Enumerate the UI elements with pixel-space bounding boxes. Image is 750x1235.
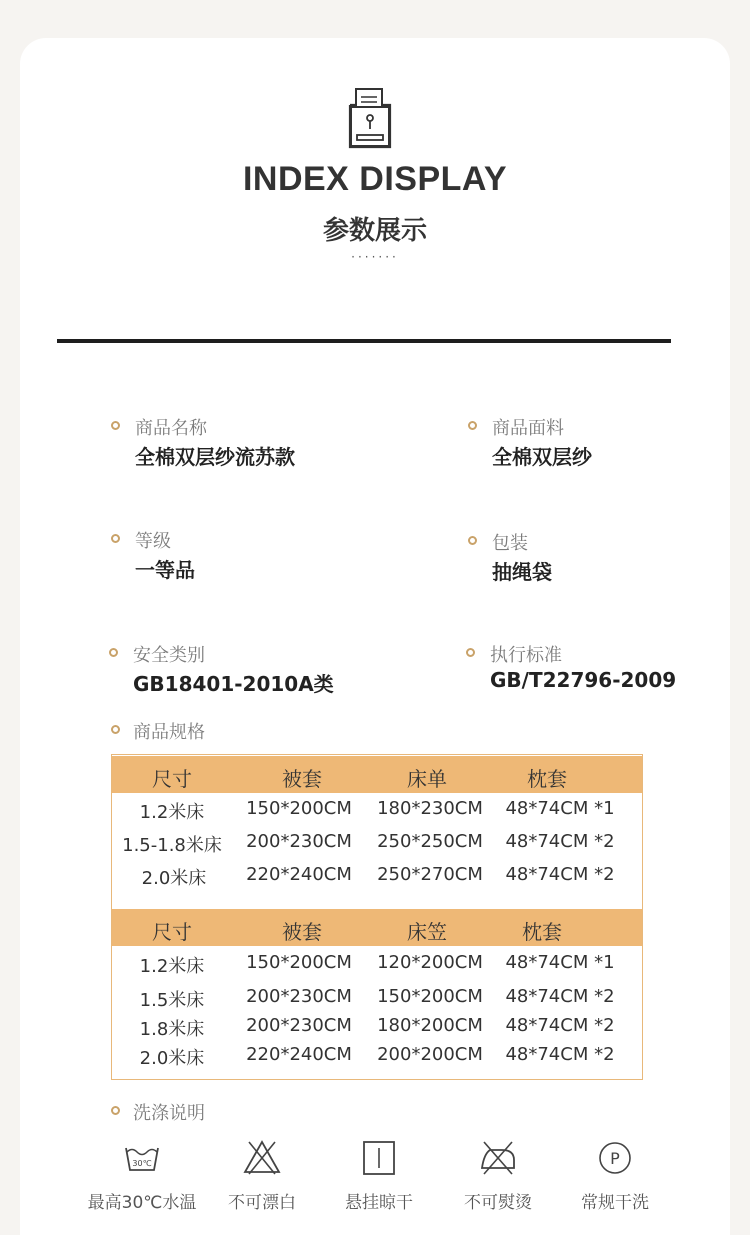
table-cell: 220*240CM	[246, 1044, 352, 1065]
param-label: 执行标准	[490, 645, 562, 666]
table-cell: 220*240CM	[246, 864, 352, 885]
no-iron-icon	[478, 1138, 518, 1178]
bullet-icon	[468, 421, 477, 430]
wash-item-hang-dry	[314, 1138, 444, 1213]
param-value: 抽绳袋	[492, 560, 552, 584]
table-cell: 150*200CM	[246, 952, 352, 973]
bullet-icon	[466, 648, 475, 657]
bullet-icon	[109, 648, 118, 657]
table-header-cell: 枕套	[522, 920, 562, 944]
dry-clean-letter: P	[610, 1149, 620, 1168]
param-value: GB18401-2010A类	[133, 672, 334, 696]
param-value: 一等品	[135, 558, 195, 582]
bullet-icon	[111, 534, 120, 543]
table-cell: 2.0米床	[141, 868, 207, 889]
table-cell: 250*270CM	[377, 864, 483, 885]
param-label: 包装	[492, 533, 528, 554]
section-divider	[57, 339, 671, 343]
param-value: 全棉双层纱	[492, 445, 592, 469]
table-header-cell: 尺寸	[152, 920, 192, 944]
table2-header	[112, 909, 642, 946]
title-dots: ·······	[351, 250, 399, 264]
table-cell: 48*74CM *2	[505, 1015, 615, 1036]
table-header-cell: 床单	[407, 767, 447, 791]
wash-item-label: 不可漂白	[228, 1193, 296, 1213]
page-title-en: INDEX DISPLAY	[242, 160, 508, 198]
param-value: 全棉双层纱流苏款	[135, 445, 295, 469]
table-cell: 150*200CM	[246, 798, 352, 819]
bullet-icon	[111, 725, 120, 734]
table-header-cell: 被套	[282, 920, 322, 944]
spec-table	[111, 754, 643, 1080]
table-cell: 48*74CM *2	[505, 986, 615, 1007]
table-cell: 180*230CM	[377, 798, 483, 819]
param-value: GB/T22796-2009	[490, 668, 677, 692]
wash-temp-text: 30℃	[132, 1159, 152, 1168]
table-cell: 48*74CM *2	[505, 864, 615, 885]
wash-item-label: 常规干洗	[581, 1193, 649, 1213]
page-title-cn: 参数展示	[322, 216, 427, 246]
table-cell: 250*250CM	[377, 831, 483, 852]
table-cell: 48*74CM *1	[505, 798, 615, 819]
dry-clean-p-icon	[595, 1138, 635, 1178]
table-cell: 180*200CM	[377, 1015, 483, 1036]
table-cell: 48*74CM *1	[505, 952, 615, 973]
table-cell: 120*200CM	[377, 952, 483, 973]
table-cell: 200*230CM	[246, 986, 352, 1007]
table-cell: 200*200CM	[377, 1044, 483, 1065]
table-cell: 1.8米床	[139, 1019, 205, 1040]
wash-label: 洗涤说明	[133, 1103, 205, 1124]
param-label: 等级	[135, 531, 171, 552]
wash-item-label: 悬挂晾干	[345, 1193, 413, 1213]
table-header-cell: 尺寸	[152, 767, 192, 791]
table1-header	[112, 756, 642, 793]
table-cell: 150*200CM	[377, 986, 483, 1007]
document-tag-icon	[348, 87, 392, 149]
param-label: 商品名称	[135, 418, 207, 439]
wash-item-dry-clean	[550, 1138, 680, 1213]
table-cell: 1.5米床	[139, 990, 205, 1011]
param-label: 商品面料	[492, 418, 564, 439]
table-cell: 1.2米床	[139, 802, 205, 823]
wash-item-no-iron	[433, 1138, 563, 1213]
table-cell: 48*74CM *2	[505, 1044, 615, 1065]
table-cell: 200*230CM	[246, 831, 352, 852]
table-cell: 48*74CM *2	[505, 831, 615, 852]
bullet-icon	[111, 1106, 120, 1115]
bullet-icon	[111, 421, 120, 430]
table-header-cell: 被套	[282, 767, 322, 791]
wash-item-no-bleach	[197, 1138, 327, 1213]
table-cell: 200*230CM	[246, 1015, 352, 1036]
table-cell: 1.2米床	[139, 956, 205, 977]
bullet-icon	[468, 536, 477, 545]
table-header-cell: 床笠	[407, 920, 447, 944]
table-cell: 1.5-1.8米床	[122, 835, 222, 856]
table-header-cell: 枕套	[527, 767, 567, 791]
wash-item-30c	[77, 1138, 207, 1213]
param-label: 安全类别	[133, 645, 205, 666]
table-cell: 2.0米床	[139, 1048, 205, 1069]
hang-dry-icon	[359, 1138, 399, 1178]
wash-30-icon	[122, 1138, 162, 1178]
wash-item-label: 不可熨烫	[464, 1193, 532, 1213]
no-bleach-icon	[242, 1138, 282, 1178]
spec-label: 商品规格	[133, 722, 205, 743]
wash-item-label: 最高30℃水温	[87, 1193, 197, 1213]
